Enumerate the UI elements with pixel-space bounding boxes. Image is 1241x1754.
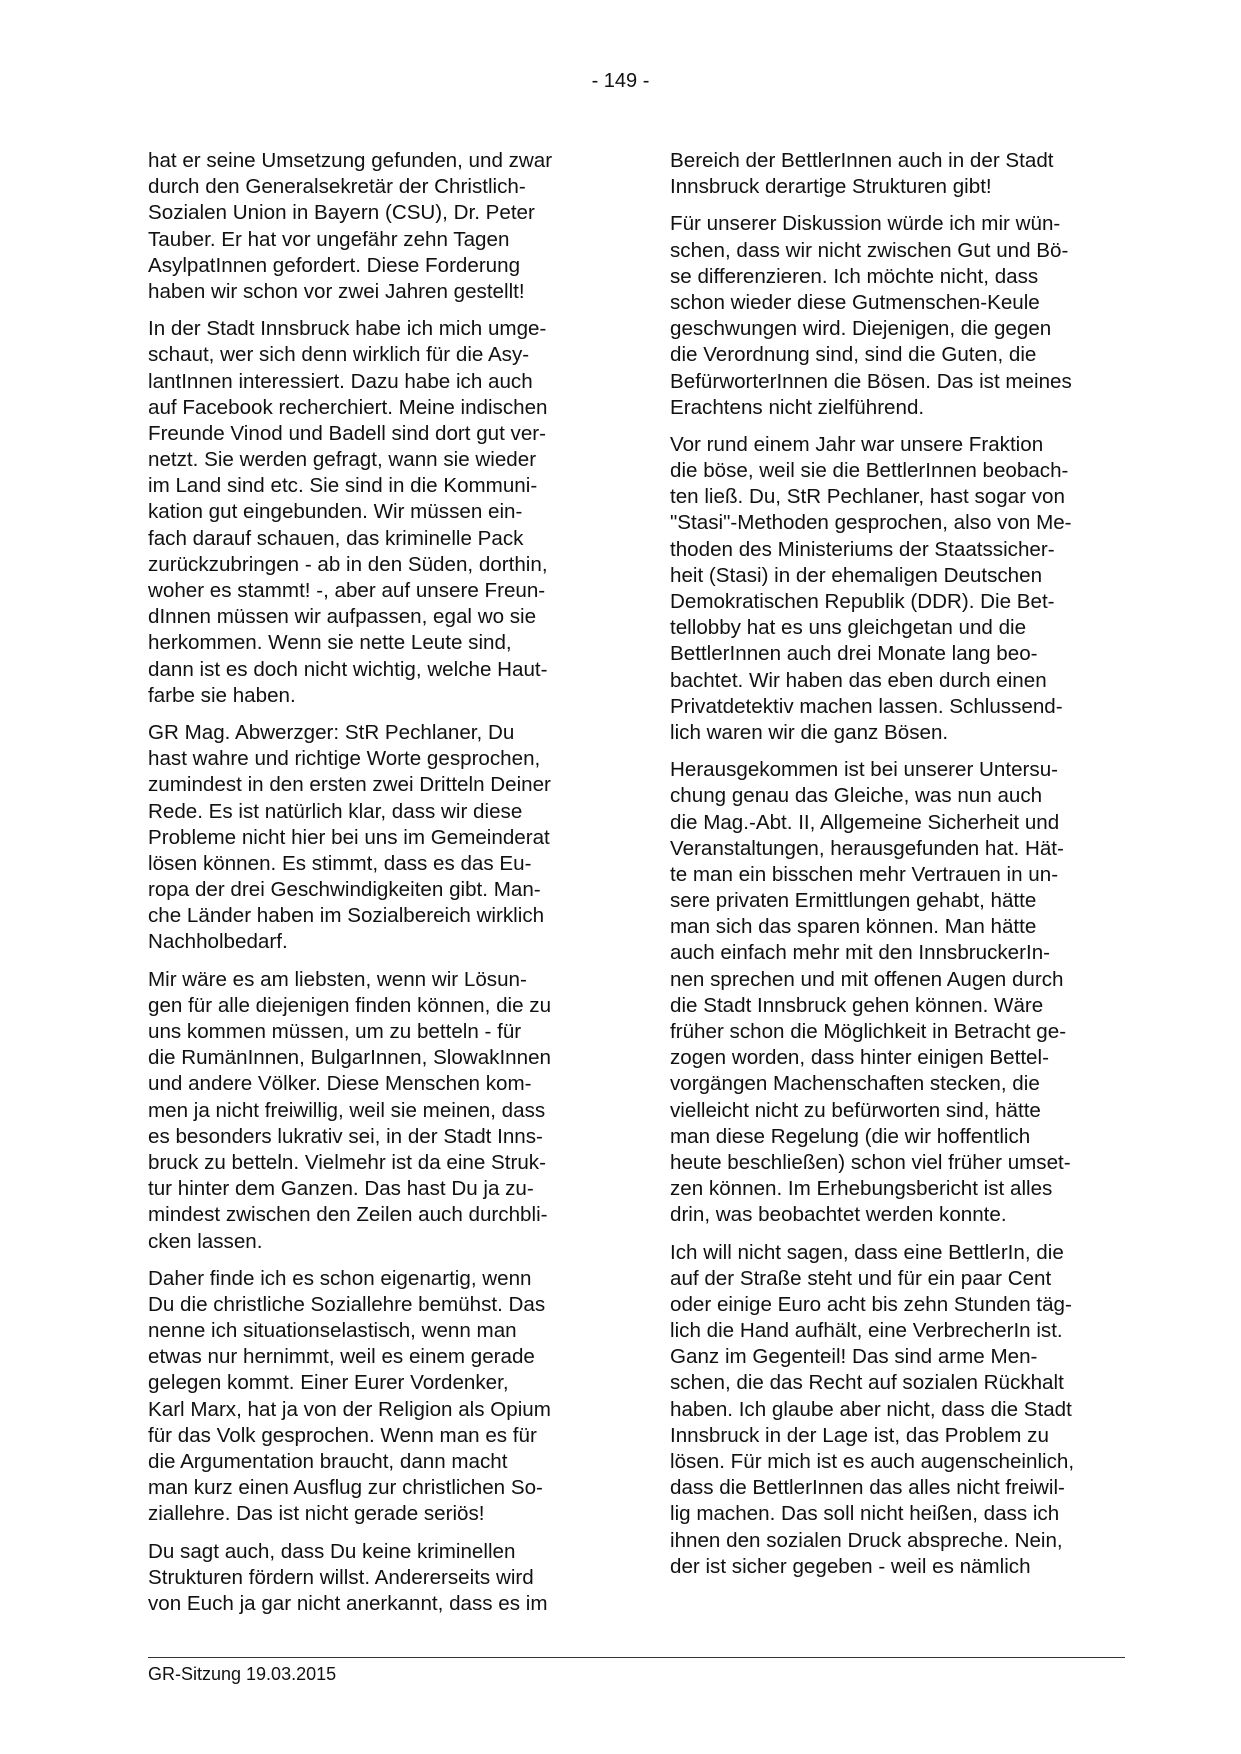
text-line: es besonders lukrativ sei, in der Stadt Inns-	[148, 1124, 543, 1148]
text-line: Für unserer Diskussion würde ich mir wün-	[670, 212, 1061, 236]
right-column	[670, 148, 1122, 1580]
text-line: Vor rund einem Jahr war unsere Fraktion	[670, 432, 1044, 456]
paragraph-gap	[670, 421, 1122, 432]
text-line: AsylpatInnen gefordert. Diese Forderung	[148, 253, 521, 277]
text-line: zurückzubringen - ab in den Süden, dorthin,	[148, 552, 548, 576]
text-line: Nachholbedarf.	[148, 930, 288, 954]
text-line: gelegen kommt. Einer Eurer Vordenker,	[148, 1371, 509, 1395]
text-line: gen für alle diejenigen finden können, die zu	[148, 993, 552, 1017]
text-line: men ja nicht freiwillig, weil sie meinen, dass	[148, 1098, 546, 1122]
paragraph-gap	[670, 746, 1122, 757]
text-line: schaut, wer sich denn wirklich für die Asy-	[148, 343, 530, 367]
text-line: Innsbruck derartige Strukturen gibt!	[670, 175, 992, 199]
text-line: sere privaten Ermittlungen gehabt, hätte	[670, 889, 1037, 913]
text-line: Bereich der BettlerInnen auch in der Stadt	[670, 149, 1054, 172]
text-line: ropa der drei Geschwindigkeiten gibt. Man-	[148, 878, 541, 902]
text-line: netzt. Sie werden gefragt, wann sie wieder	[148, 448, 537, 472]
text-line: lantInnen interessiert. Dazu habe ich auch	[148, 369, 533, 393]
text-line: chung genau das Gleiche, was nun auch	[670, 784, 1043, 808]
text-line: etwas nur hernimmt, weil es einem gerade	[148, 1345, 535, 1369]
text-line: drin, was beobachtet werden konnte.	[670, 1203, 1007, 1227]
text-line: auf der Straße steht und für ein paar Cent	[670, 1266, 1052, 1290]
text-line: auch einfach mehr mit den InnsbruckerIn-	[670, 941, 1051, 965]
text-line: farbe sie haben.	[148, 683, 296, 707]
text-line: ihnen den sozialen Druck abspreche. Nein,	[670, 1528, 1063, 1552]
text-line: haben wir schon vor zwei Jahren gestellt!	[148, 279, 525, 303]
paragraph-gap	[670, 200, 1122, 211]
text-line: se differenzieren. Ich möchte nicht, dass	[670, 264, 1039, 288]
text-line: zogen worden, dass hinter einigen Bettel-	[670, 1046, 1049, 1070]
left-column	[148, 148, 600, 1617]
text-line: Ich will nicht sagen, dass eine BettlerIn, die	[670, 1240, 1064, 1264]
text-line: Freunde Vinod und Badell sind dort gut ver-	[148, 421, 547, 445]
text-line: geschwungen wird. Diejenigen, die gegen	[670, 317, 1052, 341]
text-line: die Argumentation braucht, dann macht	[148, 1450, 508, 1473]
paragraph	[148, 967, 600, 1255]
text-line: durch den Generalsekretär der Christlich-	[148, 175, 526, 199]
paragraph-gap	[148, 305, 600, 316]
text-line: Veranstaltungen, herausgefunden hat. Hät-	[670, 836, 1064, 860]
text-line: nen sprechen und mit offenen Augen durch	[670, 967, 1064, 991]
text-line: heute beschließen) schon viel früher umset-	[670, 1150, 1071, 1174]
text-line: "Stasi"-Methoden gesprochen, also von Me-	[670, 511, 1072, 535]
text-line: Sozialen Union in Bayern (CSU), Dr. Peter	[148, 201, 535, 225]
text-line: Privatdetektiv machen lassen. Schlussend-	[670, 694, 1063, 718]
text-line: Rede. Es ist natürlich klar, dass wir diese	[148, 799, 523, 823]
paragraph-gap	[148, 1528, 600, 1539]
text-line: uns kommen müssen, um zu betteln - für	[148, 1020, 522, 1043]
text-line: lich die Hand aufhält, eine VerbrecherIn ist.	[670, 1319, 1063, 1343]
paragraph	[148, 316, 600, 709]
text-line: cken lassen.	[148, 1229, 263, 1253]
text-line: bachtet. Wir haben das eben durch einen	[670, 668, 1047, 692]
text-line: Karl Marx, hat ja von der Religion als Opium	[148, 1397, 551, 1421]
text-line: vielleicht nicht zu befürworten sind, hätte	[670, 1098, 1041, 1122]
text-line: lich waren wir die ganz Bösen.	[670, 720, 949, 744]
text-line: die böse, weil sie die BettlerInnen beobach-	[670, 459, 1069, 483]
text-line: man sich das sparen können. Man hätte	[670, 915, 1037, 939]
text-line: vorgängen Machenschaften stecken, die	[670, 1072, 1040, 1096]
text-line: die Mag.-Abt. II, Allgemeine Sicherheit und	[670, 810, 1060, 834]
text-line: tur hinter dem Ganzen. Das hast Du ja zu-	[148, 1177, 534, 1201]
text-line: dass die BettlerInnen das alles nicht freiwil-	[670, 1476, 1065, 1500]
text-line: dann ist es doch nicht wichtig, welche Haut-	[148, 657, 548, 681]
text-line: hast wahre und richtige Worte gesprochen,	[148, 747, 541, 771]
text-line: lig machen. Das soll nicht heißen, dass ich	[670, 1502, 1060, 1526]
text-line: fach darauf schauen, das kriminelle Pack	[148, 526, 524, 550]
footer-divider	[148, 1657, 1125, 1658]
text-line: Demokratischen Republik (DDR). Die Bet-	[670, 590, 1055, 613]
text-line: ziallehre. Das ist nicht gerade seriös!	[148, 1502, 485, 1526]
text-line: Ganz im Gegenteil! Das sind arme Men-	[670, 1345, 1038, 1369]
text-line: lösen. Für mich ist es auch augenscheinlich,	[670, 1450, 1075, 1473]
text-line: schen, die das Recht auf sozialen Rückhalt	[670, 1371, 1064, 1395]
text-line: woher es stammt! -, aber auf unsere Freun-	[148, 579, 546, 602]
text-line: auf Facebook recherchiert. Meine indischen	[148, 395, 548, 419]
text-line: Probleme nicht hier bei uns im Gemeinderat	[148, 825, 550, 849]
text-line: Tauber. Er hat vor ungefähr zehn Tagen	[148, 227, 510, 251]
text-line: tellobby hat es uns gleichgetan und die	[670, 616, 1027, 640]
text-line: kation gut eingebunden. Wir müssen ein-	[148, 500, 523, 524]
paragraph	[670, 757, 1122, 1228]
text-line: In der Stadt Innsbruck habe ich mich umge-	[148, 317, 547, 341]
paragraph	[670, 1240, 1122, 1580]
paragraph	[670, 432, 1122, 746]
text-line: der ist sicher gegeben - weil es nämlich	[670, 1554, 1031, 1578]
text-line: ten ließ. Du, StR Pechlaner, hast sogar von	[670, 485, 1065, 509]
text-line: thoden des Ministeriums der Staatssicher-	[670, 537, 1055, 561]
paragraph-gap	[670, 1229, 1122, 1240]
text-line: Du sagt auch, dass Du keine kriminellen	[148, 1539, 516, 1563]
paragraph	[148, 720, 600, 956]
paragraph	[670, 148, 1122, 200]
text-line: Mir wäre es am liebsten, wenn wir Lösun-	[148, 967, 527, 991]
text-line: te man ein bisschen mehr Vertrauen in un-	[670, 862, 1059, 886]
text-line: zumindest in den ersten zwei Dritteln Deiner	[148, 773, 551, 797]
text-line: Innsbruck in der Lage ist, das Problem zu	[670, 1423, 1049, 1447]
paragraph-gap	[148, 709, 600, 720]
text-line: schon wieder diese Gutmenschen-Keule	[670, 290, 1040, 314]
paragraph	[148, 148, 600, 305]
text-line: BettlerInnen auch drei Monate lang beo-	[670, 642, 1038, 666]
text-line: BefürworterInnen die Bösen. Das ist meines	[670, 369, 1072, 393]
paragraph-gap	[148, 956, 600, 967]
text-line: Erachtens nicht zielführend.	[670, 395, 925, 419]
text-line: schen, dass wir nicht zwischen Gut und Bö-	[670, 238, 1069, 262]
text-line: man diese Regelung (die wir hoffentlich	[670, 1124, 1031, 1148]
text-line: Du die christliche Soziallehre bemühst. Das	[148, 1292, 546, 1316]
paragraph	[148, 1266, 600, 1528]
text-line: hat er seine Umsetzung gefunden, und zwar	[148, 149, 553, 172]
footer-session-date: GR-Sitzung 19.03.2015	[148, 1664, 337, 1684]
text-line: Herausgekommen ist bei unserer Untersu-	[670, 758, 1059, 782]
text-line: für das Volk gesprochen. Wenn man es für	[148, 1423, 537, 1447]
text-line: haben. Ich glaube aber nicht, dass die Stadt	[670, 1397, 1072, 1421]
text-line: Strukturen fördern willst. Andererseits wird	[148, 1565, 534, 1589]
text-line: heit (Stasi) in der ehemaligen Deutschen	[670, 563, 1043, 587]
text-line: oder einige Euro acht bis zehn Stunden täg-	[670, 1292, 1072, 1316]
page-number: - 149 -	[591, 70, 650, 92]
text-line: früher schon die Möglichkeit in Betracht ge-	[670, 1020, 1067, 1043]
text-line: zen können. Im Erhebungsbericht ist alles	[670, 1177, 1053, 1201]
text-line: man kurz einen Ausflug zur christlichen So-	[148, 1476, 543, 1500]
text-line: die Verordnung sind, sind die Guten, die	[670, 343, 1037, 367]
text-line: herkommen. Wenn sie nette Leute sind,	[148, 631, 512, 655]
text-line: GR Mag. Abwerzger: StR Pechlaner, Du	[148, 720, 515, 744]
text-line: bruck zu betteln. Vielmehr ist da eine Struk-	[148, 1150, 546, 1174]
text-line: mindest zwischen den Zeilen auch durchbli-	[148, 1203, 548, 1227]
paragraph	[670, 211, 1122, 421]
text-line: lösen können. Es stimmt, dass es das Eu-	[148, 851, 532, 875]
paragraph-gap	[148, 1255, 600, 1266]
text-line: von Euch ja gar nicht anerkannt, dass es im	[148, 1591, 548, 1615]
text-line: dInnen müssen wir aufpassen, egal wo sie	[148, 605, 537, 629]
text-line: che Länder haben im Sozialbereich wirklich	[148, 904, 545, 928]
text-line: nenne ich situationselastisch, wenn man	[148, 1319, 517, 1343]
text-line: Daher finde ich es schon eigenartig, wenn	[148, 1266, 532, 1290]
text-line: die RumänInnen, BulgarInnen, SlowakInnen	[148, 1046, 551, 1070]
text-line: und andere Völker. Diese Menschen kom-	[148, 1072, 532, 1096]
paragraph	[148, 1539, 600, 1618]
text-line: die Stadt Innsbruck gehen können. Wäre	[670, 993, 1044, 1017]
text-line: im Land sind etc. Sie sind in die Kommuni-	[148, 474, 538, 498]
